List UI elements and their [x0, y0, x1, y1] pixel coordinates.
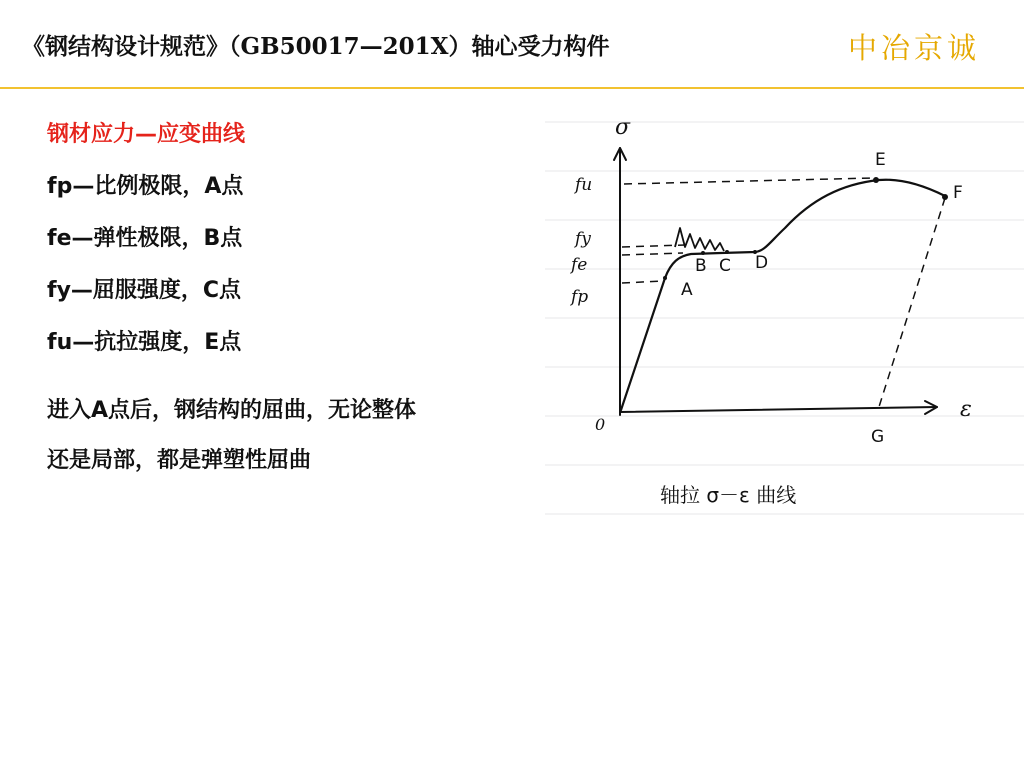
x-axis [620, 407, 937, 412]
tick-label-fe: fe [571, 255, 588, 275]
paragraph-line: 进入A点后，钢结构的屈曲，无论整体 [47, 398, 417, 423]
yield-serration [675, 228, 724, 251]
note-item: fy—屈服强度，C点 [47, 278, 242, 303]
point-label-d: D [755, 253, 769, 273]
stress-strain-curve [621, 180, 945, 410]
point-label-a: A [681, 280, 693, 300]
point-label-b: B [695, 256, 707, 276]
tick-label-fy: fy [575, 229, 591, 249]
tick-label-fu: fu [575, 175, 593, 195]
point-label-g: G [871, 427, 885, 447]
point-label-c: C [719, 256, 731, 276]
stress-strain-sketch [545, 110, 1024, 520]
note-item: fe—弹性极限，B点 [47, 226, 243, 251]
point-marker-e [873, 177, 879, 183]
fp-guide-line [622, 281, 663, 283]
y-axis-symbol: σ [615, 115, 631, 140]
point-marker-c [725, 250, 729, 254]
header-divider [0, 87, 1024, 89]
fu-guide-line [624, 178, 873, 184]
brand-logo-text: 中冶京诚 [847, 31, 980, 65]
note-item: fu—抗拉强度，E点 [47, 330, 242, 355]
point-marker-a [663, 276, 667, 280]
origin-label: 0 [595, 415, 606, 434]
point-marker-f [942, 194, 948, 200]
note-paragraph [47, 386, 527, 486]
point-label-f: F [953, 183, 963, 203]
tick-label-fp: fp [571, 287, 589, 307]
note-item: fp—比例极限，A点 [47, 174, 244, 199]
x-axis-symbol: ε [960, 397, 972, 422]
notes-panel [47, 118, 527, 486]
point-marker-b [701, 251, 705, 255]
fe-guide-line [622, 253, 683, 255]
section-heading: 钢材应力—应变曲线 [47, 122, 246, 147]
unloading-line [878, 198, 945, 410]
paragraph-line: 还是局部，都是弹塑性屈曲 [47, 448, 312, 473]
slide-title: 《钢结构设计规范》（GB50017—201X）轴心受力构件 [22, 33, 610, 60]
point-label-e: E [875, 150, 886, 170]
sketch-caption: 轴拉 σ－ε 曲线 [660, 483, 797, 507]
